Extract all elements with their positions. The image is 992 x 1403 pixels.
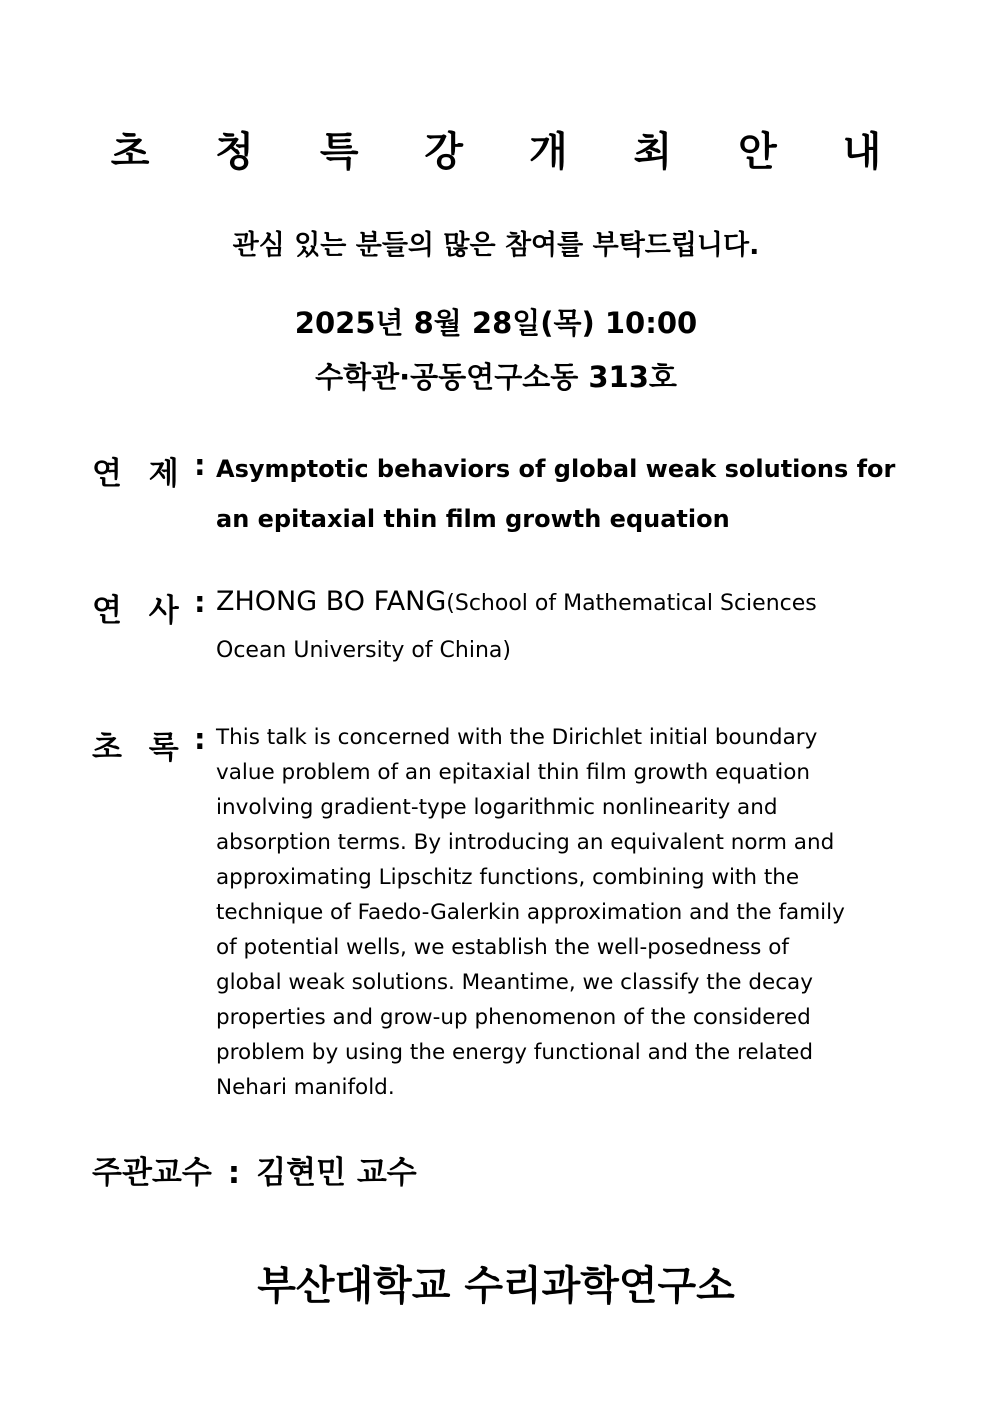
abstract-line: technique of Faedo-Galerkin approximation and the family [216,900,845,925]
abstract-section [92,722,912,1122]
host-section [92,1150,417,1196]
abstract-line: Nehari manifold. [216,1075,395,1100]
speaker-name: ZHONG BO FANG [216,586,447,617]
speaker-section [92,585,912,675]
speaker-colon: : [194,585,206,619]
topic-line: Asymptotic behaviors of global weak solutions for [216,455,896,483]
abstract-line: involving gradient-type logarithmic nonlinearity and [216,795,778,820]
abstract-colon: : [194,722,206,756]
abstract-text [216,720,912,1105]
host-label: 주관교수 [92,1155,212,1191]
abstract-label: 초 록 [92,730,187,766]
abstract-line: approximating Lipschitz functions, combining with the [216,865,800,890]
abstract-line: value problem of an epitaxial thin film growth equation [216,760,810,785]
event-datetime: 2025년 8월 28일(목) 10:00 [294,306,698,340]
abstract-line: problem by using the energy functional and the related [216,1040,814,1065]
page-title: 초 청 특 강 개 최 안 내 [110,129,908,175]
topic-label: 연 제 [92,456,187,492]
abstract-line: properties and grow-up phenomenon of the considered [216,1005,811,1030]
speaker-affiliation-line2: Ocean University of China) [216,638,511,663]
speaker-info [216,579,912,674]
event-location: 수학관·공동연구소동 313호 [315,360,677,394]
host-colon: : [227,1155,241,1191]
host-name: 김현민 교수 [256,1155,417,1191]
organizer-name: 부산대학교 수리과학연구소 [257,1263,735,1309]
abstract-line: This talk is concerned with the Dirichlet initial boundary [216,725,818,750]
topic-colon: : [194,448,206,482]
abstract-line: absorption terms. By introducing an equivalent norm and [216,830,835,855]
topic-section [92,448,912,548]
speaker-affiliation: (School of Mathematical Sciences [446,591,817,616]
abstract-line: of potential wells, we establish the well-posedness of [216,935,789,960]
abstract-line: global weak solutions. Meantime, we classify the decay [216,970,813,995]
topic-line: an epitaxial thin film growth equation [216,505,730,533]
speaker-label: 연 사 [92,593,187,629]
invitation-text: 관심 있는 분들의 많은 참여를 부탁드립니다. [232,230,760,261]
topic-title [216,444,912,544]
